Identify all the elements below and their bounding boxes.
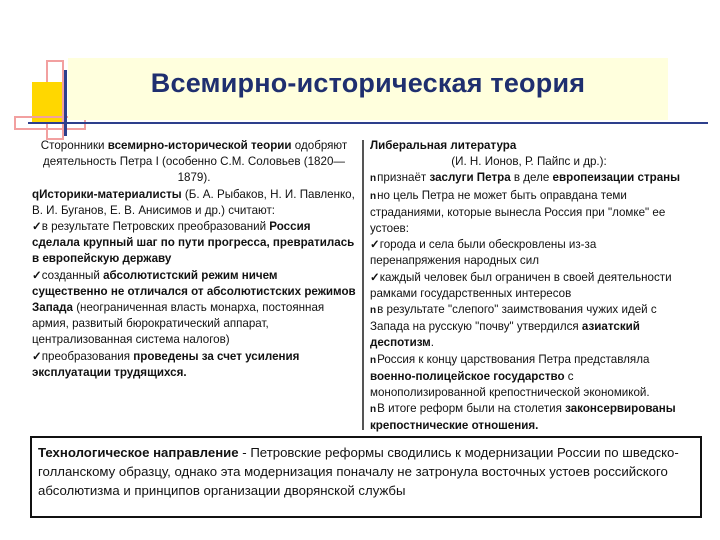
right-column (370, 138, 688, 435)
list-item: nпризнаёт заслуги Петра в деле европеизации страны (370, 171, 681, 185)
list-item: ✓преобразования проведены за счет усиления эксплуатации трудящихся. (32, 349, 300, 379)
n-bullet-icon: n (370, 354, 377, 366)
list-item: ✓города и села были обескровлены из-за перенапряжения народных сил (370, 238, 597, 268)
list-item: nВ итоге реформ были на столетия законсервированы крепостнические отношения. (370, 402, 676, 433)
check-icon: ✓ (370, 270, 380, 284)
list-item: qИсторики-материалисты (Б. А. Рыбаков, Н. И. Павленко, В. И. Буганов, Е. В. Анисимов и др.) считают: (32, 187, 355, 217)
n-bullet-icon: n (370, 404, 377, 416)
list-item: ✓каждый человек был ограничен в своей деятельности рамками государственных интересов (370, 270, 672, 300)
list-item: nв результате "слепого" заимствования чужих идей с Запада на русскую "почву" утвердился азиатский деспотизм. (370, 303, 657, 350)
page-title: Всемирно-историческая теория (150, 68, 586, 98)
title-underline (28, 122, 708, 124)
section-heading: Либеральная литература (370, 139, 517, 152)
n-bullet-icon: n (370, 173, 377, 185)
check-icon: ✓ (370, 238, 380, 252)
list-item: nно цель Петра не может быть оправдана теми страданиями, которые вынесла Россия при "ломке" ее устоев: (370, 188, 666, 236)
technological-direction-box: Технологическое направление - Петровские реформы сводились к модернизации России по шведско-голланскому образцу, однако эта модернизация поначалу не затронула восточных устоев российского абсолютизма и принципов организации дворянской службы (30, 436, 702, 518)
intro-paragraph: Сторонники всемирно-исторической теории одобряют деятельность Петра I (особенно С.М. Соловьев (1820—1879). (40, 139, 348, 185)
section-heading-authors: (И. Н. Ионов, Р. Пайпс и др.): (451, 155, 607, 169)
decorative-blue-bar (64, 70, 67, 136)
check-icon: ✓ (32, 349, 42, 363)
column-divider (362, 140, 364, 430)
check-icon: ✓ (32, 220, 42, 234)
list-item: ✓созданный абсолютистский режим ничем существенно не отличался от абсолютистских режимов Запада (неограниченная власть монарха, постоянная армия, развитый бюрократический аппарат, централизованная система налогов) (32, 268, 356, 347)
list-item: ✓в результате Петровских преобразований Россия сделала крупный шаг по пути прогресса, превратилась в европейскую державу (32, 220, 355, 266)
list-item: nРоссия к концу царствования Петра представляла военно-полицейское государство с монополизированной крепостнической экономикой. (370, 352, 650, 400)
n-bullet-icon: n (370, 190, 377, 202)
check-icon: ✓ (32, 268, 42, 282)
square-bullet-icon: q (32, 187, 40, 201)
n-bullet-icon: n (370, 305, 377, 317)
left-column (32, 138, 356, 381)
